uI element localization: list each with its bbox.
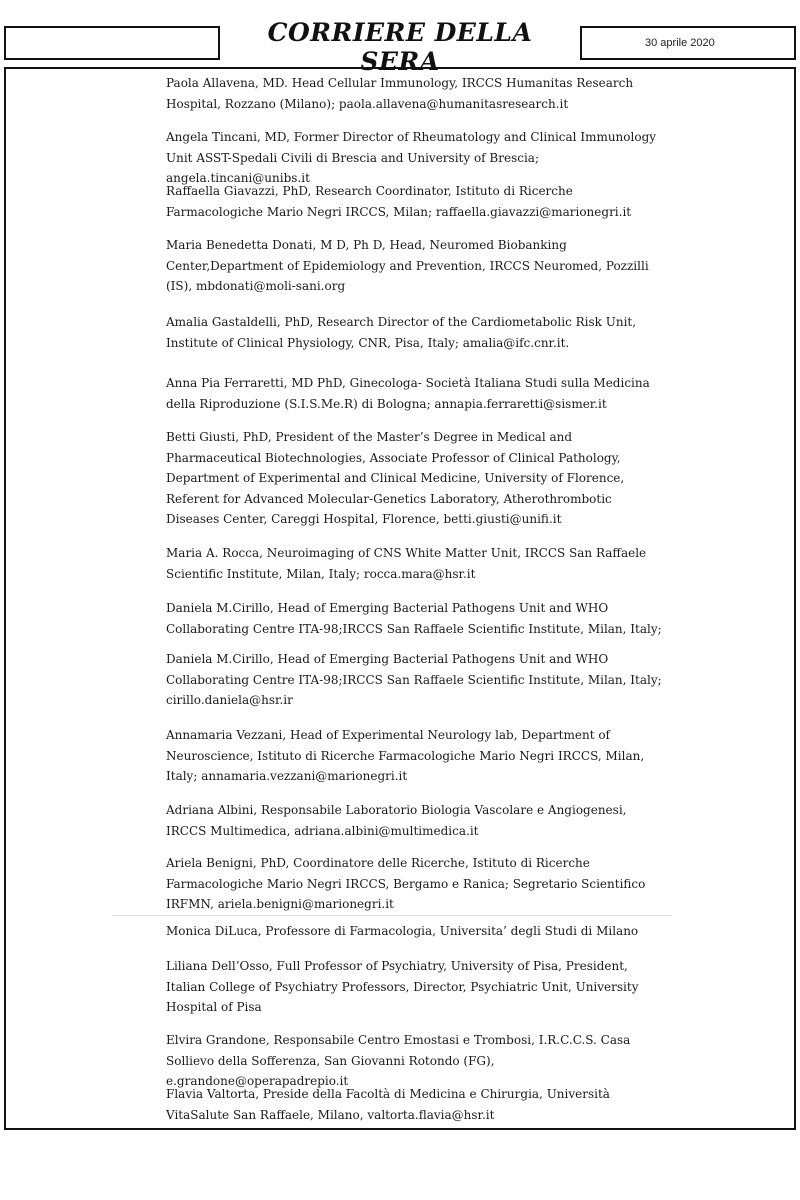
entry-vezzani: Annamaria Vezzani, Head of Experimental Neurology lab, Department of Neuroscience, Istituto di Ricerche Farmacologiche Mario Negri IRCCS, Milan, Italy; annamaria.vezzani@marionegri.it xyxy=(166,728,645,783)
entry-ferraretti: Anna Pia Ferraretti, MD PhD, Ginecologa- Società Italiana Studi sulla Medicina della Riproduzione (S.I.S.Me.R) di Bologna; annapia.ferraretti@sismer.it xyxy=(166,376,650,411)
masthead: CORRIERE DELLA SERA xyxy=(267,18,533,76)
entry-giavazzi: Raffaella Giavazzi, PhD, Research Coordinator, Istituto di Ricerche Farmacologiche Mario Negri IRCCS, Milan; raffaella.giavazzi@marionegri.it xyxy=(166,184,632,219)
entry-valtorta: Flavia Valtorta, Preside della Facoltà di Medicina e Chirurgia, Università VitaSalute San Raffaele, Milano, valtorta.flavia@hsr.it xyxy=(166,1087,610,1122)
entry-tincani: Angela Tincani, MD, Former Director of Rheumatology and Clinical Immunology Unit ASST-Spedali Civili di Brescia and University of Brescia; angela.tincani@unibs.it xyxy=(166,130,657,185)
entry-giusti: Betti Giusti, PhD, President of the Master’s Degree in Medical and Pharmaceutical Biotechnologies, Associate Professor of Clinical Pathology, Department of Experimental and Clinical Medicine, University of Florence, Referent for Advanced Molecular-Genetics Laboratory, Atherothrombotic Diseases Center, Careggi Hospital, Florence, betti.giusti@unifi.it xyxy=(166,430,625,526)
entry-diluca: Monica DiLuca, Professore di Farmacologia, Universita’ degli Studi di Milano xyxy=(166,924,639,938)
entry-cirillo-1: Daniela M.Cirillo, Head of Emerging Bacterial Pathogens Unit and WHO Collaborating Centre ITA-98;IRCCS San Raffaele Scientific Institute, Milan, Italy; xyxy=(166,601,662,636)
entry-donati: Maria Benedetta Donati, M D, Ph D, Head, Neuromed Biobanking Center,Department of Epidemiology and Prevention, IRCCS Neuromed, Pozzilli (IS), mbdonati@moli-sani.org xyxy=(166,238,649,293)
header-left-box xyxy=(4,26,220,60)
entry-grandone: Elvira Grandone, Responsabile Centro Emostasi e Trombosi, I.R.C.C.S. Casa Sollievo della Sofferenza, San Giovanni Rotondo (FG), e.grandone@operapadrepio.it xyxy=(166,1033,631,1088)
entry-allavena: Paola Allavena, MD. Head Cellular Immunology, IRCCS Humanitas Research Hospital, Rozzano (Milano); paola.allavena@humanitasresearch.it xyxy=(166,76,634,111)
entry-dellosso: Liliana Dell’Osso, Full Professor of Psychiatry, University of Pisa, President, Italian College of Psychiatry Professors, Director, Psychiatric Unit, University Hospital of Pisa xyxy=(166,959,639,1014)
entry-rocca: Maria A. Rocca, Neuroimaging of CNS White Matter Unit, IRCCS San Raffaele Scientific Institute, Milan, Italy; rocca.mara@hsr.it xyxy=(166,546,647,581)
entry-gastaldelli: Amalia Gastaldelli, PhD, Research Director of the Cardiometabolic Risk Unit, Institute of Clinical Physiology, CNR, Pisa, Italy; amalia@ifc.cnr.it. xyxy=(166,315,637,350)
separator-line xyxy=(112,915,672,916)
entry-cirillo-2: Daniela M.Cirillo, Head of Emerging Bacterial Pathogens Unit and WHO Collaborating Centre ITA-98;IRCCS San Raffaele Scientific Institute, Milan, Italy; cirillo.daniela@hsr.ir xyxy=(166,652,662,707)
entry-albini: Adriana Albini, Responsabile Laboratorio Biologia Vascolare e Angiogenesi, IRCCS Multimedica, adriana.albini@multimedica.it xyxy=(166,803,627,838)
entry-benigni: Ariela Benigni, PhD, Coordinatore delle Ricerche, Istituto di Ricerche Farmacologiche Mario Negri IRCCS, Bergamo e Ranica; Segretario Scientifico IRFMN, ariela.benigni@marionegri.it xyxy=(166,856,646,911)
publication-date: 30 aprile 2020 xyxy=(645,37,715,49)
